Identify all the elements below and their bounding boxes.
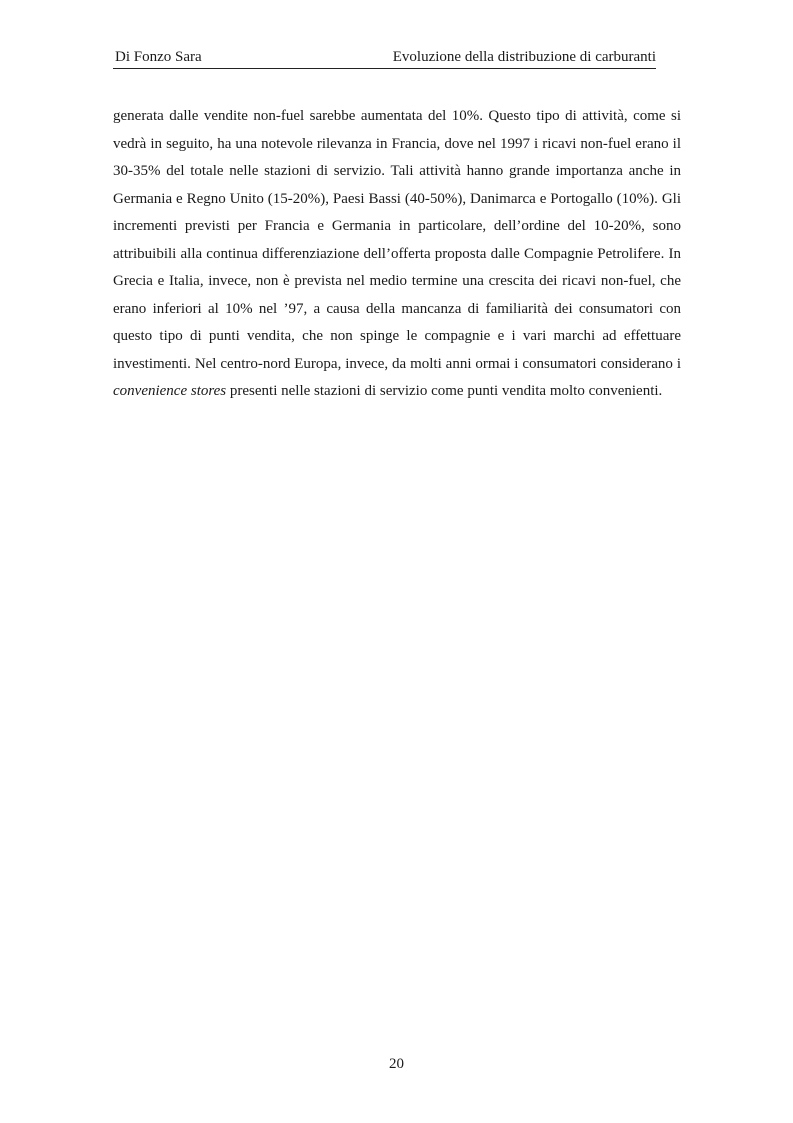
header-author: Di Fonzo Sara <box>115 49 202 65</box>
paragraph-text-end: presenti nelle stazioni di servizio come punti vendita molto convenienti. <box>226 383 663 399</box>
header-title: Evoluzione della distribuzione di carburanti <box>392 49 656 65</box>
body-paragraph <box>113 103 681 406</box>
page-header <box>113 48 656 69</box>
paragraph-emphasis: convenience stores <box>113 383 227 399</box>
page-number: 20 <box>389 1056 404 1072</box>
paragraph-text-start: generata dalle vendite non-fuel sarebbe aumentata del 10%. Questo tipo di attività, come si vedrà in seguito, ha una notevole rilevanza in Francia, dove nel 1997 i ricavi non-fuel erano il 30-35% del totale nelle stazioni di servizio. Tali attività hanno grande importanza anche in Germania e Regno Unito (15-20%), Paesi Bassi (40-50%), Danimarca e Portogallo (10%). Gli incrementi previsti per Francia e Germania in particolare, dell’ordine del 10-20%, sono attribuibili alla continua differenziazione dell’offerta proposta dalle Compagnie Petrolifere. In Grecia e Italia, invece, non è prevista nel medio termine una crescita dei ricavi non-fuel, che erano inferiori al 10% nel ’97, a causa della mancanza di familiarità dei consumatori con questo tipo di punti vendita, che non spinge le compagnie e i vari marchi ad effettuare investimenti. Nel centro-nord Europa, invece, da molti anni ormai i consumatori considerano i <box>113 108 681 372</box>
